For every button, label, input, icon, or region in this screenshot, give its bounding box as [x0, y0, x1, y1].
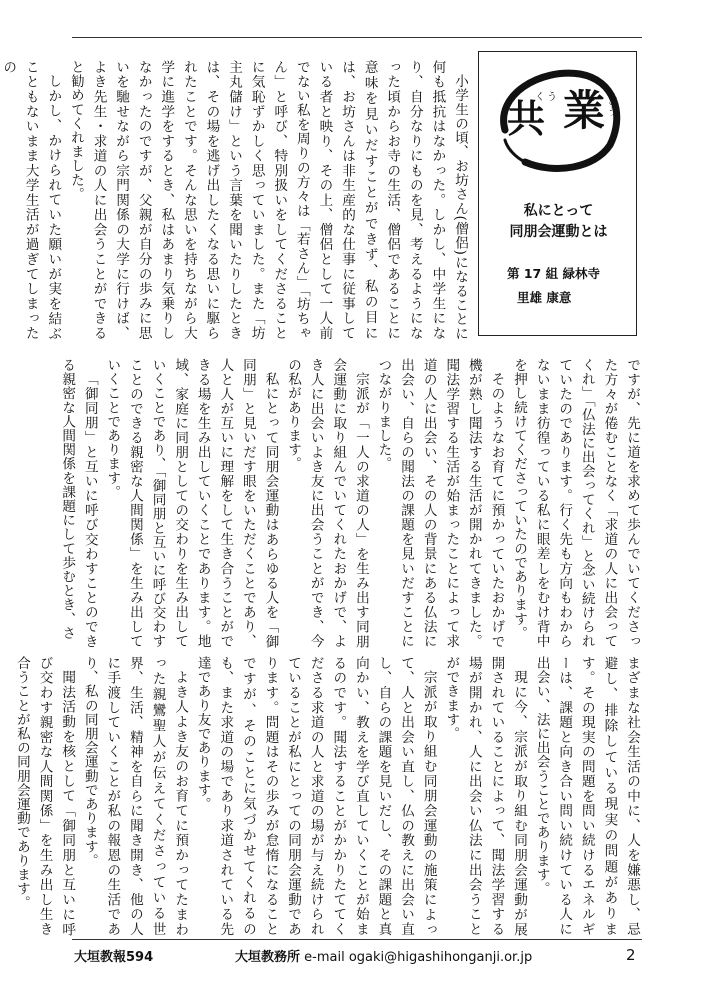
column-title-box [478, 51, 637, 336]
logo-kanji-2: 業 [563, 86, 606, 135]
paragraph: 宗派が取り組む同朋会運動の施策によって、人と出会い直し、仏の教えに出会い直し、自らの課題を見いだし、その課題と真向かい、教えを学び直していくことが始まるのです。聞法することがかかりたててくださる求道の人と求道の場が与え続けられていることが私にとっての同朋会運動であります。問題はその歩みが怠惰になることですが、そのことに気づかせてくれるのも、また求道の場であり求道されている先達であり友であります。 [194, 656, 437, 936]
paragraph: そのようなお育てに預かっていたおかげで機が熟し聞法する生活が開かれてきました。聞法学習する生活が始まったことによって求道の人に出会い、その人の背景にある仏法に出会い、自らの聞法の課題を見いだすことにつながりました。 [375, 358, 505, 648]
paragraph: しかし、かけられていた願いが実を結ぶこともないまま大学生活が過ぎてしまったの [0, 60, 62, 340]
bottom-rule [72, 939, 642, 940]
text-block-1 [0, 60, 471, 340]
text-block-3 [13, 656, 643, 936]
author-affiliation: 第 17 組 緑林寺 [507, 266, 600, 281]
logo-ruby-2: ごう [605, 96, 616, 116]
paragraph: 小学生の頃、お坊さん(僧侶)になることに何も抵抗はなかった。しかし、中学生になり、自分なりにものを見、考えるようになった頃からお寺の生活、僧侶であることに意味を見いだすことができず、私の目には、お坊さんは非生産的な仕事に従事している者と映り、その上、僧侶として一人前でない私を周りの方々は「若さん」「坊ちゃん」と呼び、特別扱いをしてくださることに気恥ずかしく思っていました。また「坊主丸儲け」という言葉を聞いたりしたときは、その場を逃げ出したくなる思いに駆られたことです。そんな思いを持ちながら大学に進学をするとき、私はあまり気乗りしなかったのですが、父親が自分の歩みに思いを馳せながら宗門関係の大学に行けば、よき先生・求道の人に出会うことができると勧めてくれました。 [67, 60, 468, 340]
text-block-2 [59, 358, 643, 648]
logo-ruby-1: くう [535, 92, 559, 103]
email-address[interactable]: ogaki@higashihonganji.or.jp [348, 950, 533, 965]
paragraph: 宗派が「一人の求道の人」を生み出す同朋会運動に取り組んでいてくれたおかげで、よき人に出会いよき友に出会うことができ、今の私があります。 [285, 358, 369, 648]
paragraph: ですが、先に道を求めて歩んでいてくださった方々が倦むことなく「求道の人に出会ってくれ」「仏法に出会ってくれ」と念い続けられていたのであります。行く先も方向もわからないまま彷徨っている私に眼差しをむけ背中を押し続けてくださっていたのであります。 [511, 358, 640, 648]
paragraph: 現に今、宗派が取り組む同朋会運動が展開されていることによって、聞法学習する場が開かれ、人に出会い仏法に出会うことができます。 [443, 656, 528, 936]
office-name: 大垣教務所 [235, 950, 301, 965]
author-name: 里雄 康意 [517, 290, 572, 305]
paragraph: よき人よき友のお育てに預かってたまわった親鸞聖人が伝えてくださっている世界、生活、精神を自らに聞き開き、他の人に手渡していくことが私の報恩の生活であり、私の同朋会運動であります。 [81, 656, 189, 936]
paragraph: 「御同朋」と互いに呼び交わすことのできる親密な人間関係を課題にして歩むとき、さ [59, 358, 98, 648]
page-number: 2 [626, 946, 636, 964]
issue-label: 大垣教報594 [74, 950, 154, 965]
theme-line-1: 私にとって [523, 203, 594, 219]
column-logo [485, 60, 630, 180]
email-label: e-mail [304, 950, 345, 965]
top-rule [72, 37, 642, 38]
paragraph: 私にとって同朋会運動はあらゆる人を「御同朋」と見いだす眼をいただくことであり、人と人が互いに理解をして生き合うことができる場を生み出していくことであります。地域、家庭に同朋としての交わりを生み出していくことであり、「御同朋と互いに呼び交わすことのできる親密な人間関係」を生み出していくことであります。 [104, 358, 279, 648]
theme-line-2: 同朋会運動とは [509, 224, 608, 240]
logo-kanji-1: 共 [507, 96, 546, 141]
paragraph: 聞法活動を核として「御同朋と互いに呼び交わす親密な人間関係」を生み出し生き合うことが私の同朋会運動であります。 [13, 656, 76, 936]
paragraph: まざまな社会生活の中に、人を嫌悪し、忌避し、排除している現実の問題があります。その現実の問題を問い続けるエネルギーは、課題と向き合い問い続けている人に出会い、法に出会うことであります。 [533, 656, 640, 936]
contact-line [235, 946, 532, 965]
